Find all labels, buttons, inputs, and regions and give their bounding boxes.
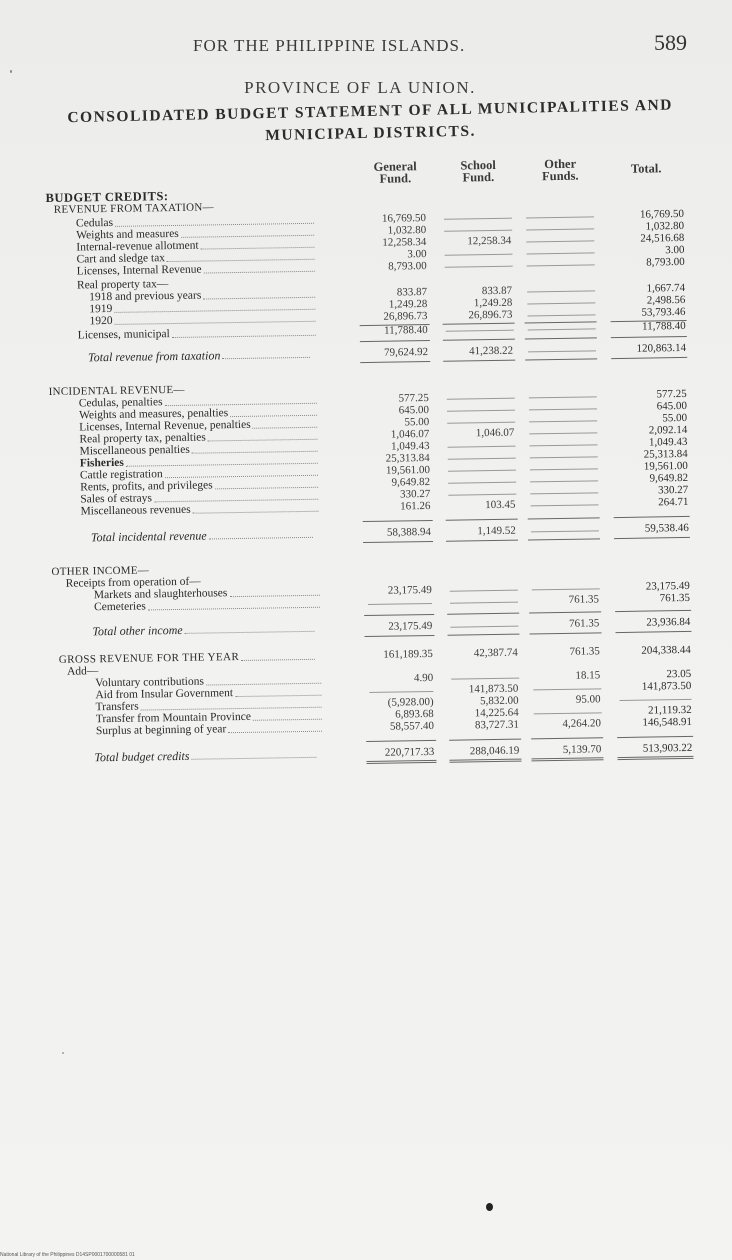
cell-total: 577.25 <box>656 387 687 401</box>
dot-leader <box>230 595 320 597</box>
dot-leader <box>230 415 317 417</box>
total-rule <box>449 739 521 741</box>
total-rule <box>611 336 687 338</box>
dot-leader <box>209 537 313 540</box>
cell-total: 55.00 <box>662 411 688 425</box>
empty-cell-dash <box>530 468 598 470</box>
empty-cell-dash <box>529 408 597 410</box>
row-label: Real property tax, penalties <box>79 431 206 446</box>
statement-title <box>30 94 711 152</box>
empty-cell-dash <box>528 328 596 330</box>
total-rule <box>446 540 518 542</box>
cell-total: 264.71 <box>658 495 689 509</box>
cell-total: 1,667.74 <box>646 281 686 295</box>
cell-total: 120,863.14 <box>636 341 687 355</box>
row-label: Licenses, Internal Revenue <box>76 263 202 278</box>
cell-school-fund: 1,149.52 <box>477 524 516 538</box>
cell-general-fund: 79,624.92 <box>383 346 429 359</box>
empty-cell-dash <box>533 688 601 690</box>
empty-cell-dash <box>448 458 516 460</box>
row-label: Miscellaneous penalties <box>79 443 190 458</box>
row-label: Licenses, municipal <box>77 328 170 342</box>
empty-cell-dash <box>451 678 519 680</box>
row-label: Surplus at beginning of year <box>95 723 227 738</box>
cell-general-fund: 12,258.34 <box>382 236 427 249</box>
dot-leader <box>235 695 321 697</box>
total-rule <box>366 740 436 742</box>
cell-total: 11,788.40 <box>642 319 686 333</box>
cell-general-fund: 26,896.73 <box>383 310 428 323</box>
row-label: Cedulas, penalties <box>78 396 163 410</box>
cell-total: 16,769.50 <box>639 207 685 221</box>
empty-cell-dash <box>529 420 597 422</box>
double-rule <box>617 756 693 760</box>
row-label: REVENUE FROM TAXATION— <box>53 201 214 216</box>
column-header-general-fund: General Fund. <box>373 159 417 186</box>
cell-other-funds: 4,264.20 <box>562 717 602 730</box>
cell-school-fund: 1,046.07 <box>475 426 515 440</box>
cell-other-funds: 761.35 <box>569 617 600 630</box>
cell-total: 59,538.46 <box>644 521 689 535</box>
empty-cell-dash <box>368 603 432 605</box>
cell-school-fund: 12,258.34 <box>467 234 512 248</box>
empty-cell-dash <box>450 602 518 604</box>
empty-cell-dash <box>529 432 597 434</box>
cell-general-fund: 58,388.94 <box>386 525 431 539</box>
cell-total: 24,516.68 <box>640 231 685 245</box>
row-label: GROSS REVENUE FOR THE YEAR <box>58 651 240 666</box>
dot-leader <box>215 487 318 490</box>
dot-leader <box>184 631 314 634</box>
row-label: BUDGET CREDITS: <box>45 189 169 205</box>
row-label: Miscellaneous revenues <box>80 503 191 518</box>
empty-cell-dash <box>530 456 598 458</box>
cell-total: 513,903.22 <box>642 741 693 755</box>
table-row-total-other <box>52 616 712 638</box>
cell-total: 8,793.00 <box>646 255 685 269</box>
total-rule <box>443 339 515 341</box>
row-label: Cemeteries <box>93 600 146 614</box>
cell-general-fund: 8,793.00 <box>388 260 427 273</box>
cell-general-fund: 577.25 <box>398 392 429 405</box>
row-label: Total incidental revenue <box>90 528 207 545</box>
row-label: Sales of estrays <box>80 492 152 506</box>
row-label: Receipts from operation of— <box>65 575 201 590</box>
cell-general-fund: 23,175.49 <box>387 583 432 597</box>
cell-other-funds: 95.00 <box>575 693 601 706</box>
cell-general-fund: 1,046.07 <box>390 427 430 441</box>
cell-total: 1,032.80 <box>645 219 685 233</box>
dot-leader <box>253 719 322 721</box>
row-label: OTHER INCOME— <box>51 564 150 578</box>
total-rule <box>528 538 600 540</box>
cell-general-fund: 1,032.80 <box>387 224 427 237</box>
cell-school-fund: 42,387.74 <box>473 646 518 660</box>
row-label: Total budget credits <box>94 748 190 765</box>
cell-general-fund: 645.00 <box>398 404 430 417</box>
cell-general-fund: 11,788.40 <box>384 324 428 337</box>
total-rule <box>364 614 434 616</box>
row-label: INCIDENTAL REVENUE— <box>48 383 185 398</box>
dot-leader <box>204 271 315 274</box>
cell-general-fund: 4.90 <box>413 671 434 685</box>
empty-cell-dash <box>527 252 595 254</box>
empty-cell-dash <box>445 254 513 256</box>
empty-cell-dash <box>447 422 515 424</box>
cell-total: 23.05 <box>666 667 692 681</box>
cell-school-fund: 26,896.73 <box>468 308 513 322</box>
cell-total: 645.00 <box>656 399 688 413</box>
cell-total: 23,175.49 <box>645 579 690 593</box>
row-label: Transfers <box>95 700 139 714</box>
cell-general-fund: 19,561.00 <box>385 463 431 477</box>
cell-school-fund: 5,832.00 <box>479 694 519 708</box>
cell-general-fund: 220,717.33 <box>384 745 435 759</box>
total-rule <box>525 337 597 339</box>
cell-school-fund: 1,249.28 <box>473 296 513 310</box>
cell-general-fund: 55.00 <box>404 415 430 429</box>
cell-general-fund: 6,893.68 <box>395 707 434 721</box>
double-rule <box>449 759 521 763</box>
row-label: Cattle registration <box>79 468 163 482</box>
empty-cell-dash <box>450 590 518 592</box>
statement-title-line-1: CONSOLIDATED BUDGET STATEMENT OF ALL MUNICIPALITIES AND <box>67 96 674 127</box>
empty-cell-dash <box>445 266 513 268</box>
footer-credit: National Library of the Philippines D14SP0001700000581 01 <box>0 1252 135 1258</box>
empty-cell-dash <box>530 480 598 482</box>
total-rule <box>615 610 691 612</box>
total-rule <box>614 537 690 539</box>
empty-cell-dash <box>444 230 512 232</box>
cell-general-fund: 1,249.28 <box>388 298 428 311</box>
double-rule <box>366 760 436 764</box>
cell-total: 204,338.44 <box>641 643 691 657</box>
statement-title-line-2: MUNICIPAL DISTRICTS. <box>265 122 477 145</box>
empty-cell-dash <box>526 216 594 218</box>
total-rule <box>529 611 601 613</box>
running-title: FOR THE PHILIPPINE ISLANDS. <box>193 36 466 55</box>
cell-total: 19,561.00 <box>643 459 688 473</box>
dot-leader <box>172 335 316 338</box>
dot-leader <box>148 607 320 611</box>
cell-total: 761.35 <box>659 591 691 605</box>
empty-cell-dash <box>448 446 516 448</box>
cell-general-fund: 23,175.49 <box>388 619 433 633</box>
row-label: Rents, profits, and privileges <box>80 479 213 494</box>
row-label: Add— <box>66 665 99 678</box>
double-rule <box>531 757 603 761</box>
total-rule <box>614 516 690 518</box>
empty-cell-dash <box>447 398 515 400</box>
total-rule <box>615 631 691 633</box>
empty-cell-dash <box>530 504 598 506</box>
cell-general-fund: 161.26 <box>400 499 431 513</box>
cell-general-fund: 1,049.43 <box>390 439 430 453</box>
cell-school-fund: 14,225.64 <box>474 706 519 720</box>
cell-other-funds: 761.35 <box>568 593 600 606</box>
table-row-total-taxation <box>48 342 708 364</box>
total-rule <box>611 357 687 359</box>
column-header-school-fund: School Fund. <box>460 157 496 185</box>
empty-cell-dash <box>447 410 515 412</box>
dot-leader <box>191 757 316 760</box>
empty-cell-dash <box>532 588 600 590</box>
row-label: 1919 <box>89 302 113 316</box>
total-rule <box>360 361 430 363</box>
dot-leader <box>241 659 315 661</box>
cell-school-fund: 41,238.22 <box>468 344 514 358</box>
cell-school-fund: 833.87 <box>481 284 513 298</box>
empty-cell-dash <box>369 691 433 693</box>
total-rule <box>363 520 433 522</box>
cell-general-fund: 25,313.84 <box>385 451 430 465</box>
cell-total: 9,649.82 <box>649 471 689 485</box>
cell-total: 21,119.32 <box>648 703 692 717</box>
row-label: Weights and measures <box>76 227 179 242</box>
cell-general-fund: 833.87 <box>396 286 428 299</box>
empty-cell-dash <box>528 350 596 352</box>
row-label: Internal-revenue allotment <box>76 239 199 254</box>
cell-general-fund: 161,189.35 <box>383 647 433 661</box>
empty-cell-dash <box>448 470 516 472</box>
cell-school-fund: 141,873.50 <box>468 682 519 696</box>
cell-total: 330.27 <box>657 483 689 497</box>
row-label: Licenses, Internal Revenue, penalties <box>79 418 251 434</box>
running-head <box>0 30 732 60</box>
cell-total: 23,936.84 <box>646 615 691 629</box>
cell-total: 141,873.50 <box>641 679 692 693</box>
empty-cell-dash <box>530 492 598 494</box>
empty-cell-dash <box>620 699 692 701</box>
ink-speck <box>62 1052 64 1054</box>
column-header-total: Total. <box>630 161 662 176</box>
cell-general-fund: 16,769.50 <box>381 212 427 225</box>
row-label: Transfer from Mountain Province <box>95 710 251 726</box>
total-rule <box>531 737 603 739</box>
empty-cell-dash <box>528 314 596 316</box>
total-rule <box>363 541 433 543</box>
row-label: Markets and slaughterhouses <box>93 587 228 602</box>
dot-leader <box>193 511 319 514</box>
empty-cell-dash <box>534 712 602 714</box>
cell-total: 25,313.84 <box>643 447 688 461</box>
empty-cell-dash <box>529 396 597 398</box>
cell-total: 3.00 <box>665 243 685 257</box>
total-rule <box>448 634 520 636</box>
cell-school-fund: 288,046.19 <box>469 744 520 758</box>
dot-leader <box>228 731 322 733</box>
ink-speck <box>10 70 12 73</box>
row-label: 1920 <box>89 314 113 328</box>
total-rule <box>365 635 435 637</box>
ink-speck <box>486 1203 493 1211</box>
row-label: Fisheries <box>79 456 124 470</box>
empty-cell-dash <box>444 218 512 220</box>
empty-cell-dash <box>527 290 595 292</box>
total-rule <box>447 613 519 615</box>
cell-total: 53,793.46 <box>641 305 686 319</box>
row-label: 1918 and previous years <box>89 289 202 304</box>
cell-total: 1,049.43 <box>648 435 688 449</box>
cell-school-fund: 83,727.31 <box>474 718 520 732</box>
empty-cell-dash <box>527 264 595 266</box>
row-label: Voluntary contributions <box>95 675 205 690</box>
row-label: Cedulas <box>75 216 114 230</box>
empty-cell-dash <box>448 494 516 496</box>
cell-total: 2,498.56 <box>646 293 686 307</box>
total-rule <box>528 517 600 519</box>
dot-leader <box>222 357 310 359</box>
row-label: Cart and sledge tax <box>76 252 166 266</box>
cell-general-fund: 58,557.40 <box>389 719 435 733</box>
total-rule <box>617 736 693 738</box>
budget-table <box>45 150 705 765</box>
table-row-total-incidental <box>51 522 711 544</box>
dot-leader <box>115 321 316 325</box>
row-label: Real property tax— <box>76 278 169 292</box>
row-label: Aid from Insular Government <box>95 687 234 702</box>
page-number: 589 <box>654 30 687 55</box>
cell-other-funds: 18.15 <box>575 669 601 682</box>
empty-cell-dash <box>531 530 599 532</box>
empty-cell-dash <box>446 330 514 332</box>
total-rule <box>446 519 518 521</box>
cell-general-fund: 3.00 <box>407 248 427 261</box>
total-rule <box>360 340 430 342</box>
cell-other-funds: 761.35 <box>569 645 600 658</box>
cell-school-fund: 103.45 <box>485 498 516 512</box>
cell-total: 2,092.14 <box>648 423 688 437</box>
cell-other-funds: 5,139.70 <box>562 743 602 756</box>
empty-cell-dash <box>526 228 594 230</box>
column-header-other-funds: Other Funds. <box>541 156 579 184</box>
row-label: Total other income <box>92 622 183 639</box>
total-rule <box>529 632 601 634</box>
province-heading: PROVINCE OF LA UNION. <box>244 78 476 97</box>
empty-cell-dash <box>527 302 595 304</box>
dot-leader <box>252 427 317 429</box>
total-rule <box>443 360 515 362</box>
total-rule <box>525 358 597 360</box>
cell-general-fund: 9,649.82 <box>391 475 431 489</box>
empty-cell-dash <box>450 626 518 628</box>
empty-cell-dash <box>530 444 598 446</box>
empty-cell-dash <box>448 482 516 484</box>
row-label: Weights and measures, penalties <box>78 407 229 422</box>
cell-general-fund: 330.27 <box>399 487 431 501</box>
empty-cell-dash <box>526 240 594 242</box>
cell-total: 146,548.91 <box>642 715 693 729</box>
row-label: Total revenue from taxation <box>87 348 221 365</box>
cell-general-fund: (5,928.00) <box>387 695 434 709</box>
